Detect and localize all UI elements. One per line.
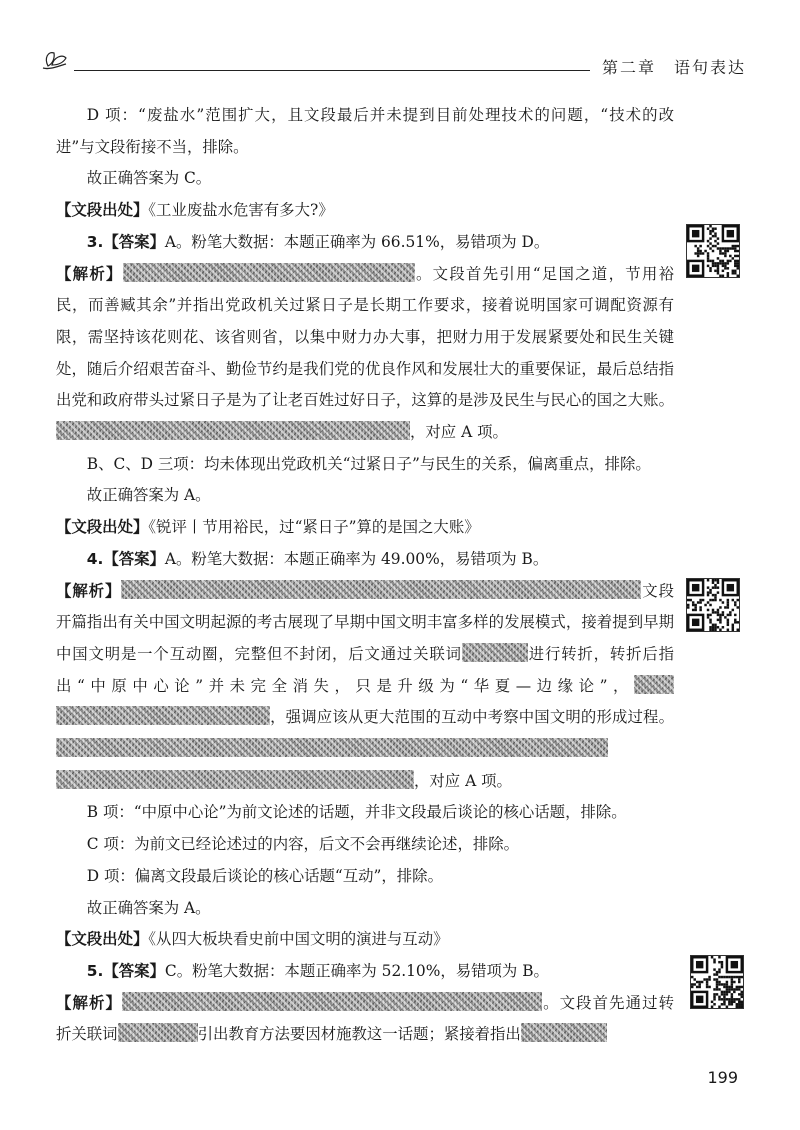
paragraph: [25, 100, 674, 163]
redaction-mark: [634, 675, 674, 694]
redaction-mark: [521, 1023, 607, 1042]
paragraph-text: 故正确答案为 C。: [86, 169, 212, 188]
redaction-mark: [122, 992, 542, 1011]
analysis-text: 文段开篇指出有关中国文明起源的考古展现了早期中国文明丰富多样的发展模式，接着提到早期中国文明是一个互动圈，完整但不封闭，后文通过关联词: [56, 581, 674, 663]
paragraph-text: B 项：“中原中心论”为前文论述的话题，并非文段最后谈论的核心话题，排除。: [86, 803, 627, 822]
qr-code-icon: [690, 955, 744, 1009]
analysis-tag: 【解析】: [56, 993, 122, 1012]
source-text: 《工业废盐水危害有多大?》: [148, 201, 334, 220]
answer-tag: 4.【答案】: [86, 549, 165, 568]
redaction-mark: [462, 643, 528, 662]
paragraph-text: C 项：为前文已经论述过的内容，后文不会再继续论述，排除。: [86, 835, 520, 854]
redaction-mark: [118, 1023, 198, 1042]
redaction-mark: [123, 263, 415, 282]
redaction-mark: [318, 421, 410, 440]
paragraph: [56, 797, 674, 829]
answer-tag: 5.【答案】: [86, 961, 165, 980]
source-text: 《锐评丨节用裕民，过“紧日子”算的是国之大账》: [148, 518, 480, 537]
redaction-mark: [121, 580, 641, 599]
answer-text: A。粉笔大数据：本题正确率为 49.00%，易错项为 B。: [164, 549, 549, 568]
leaf-icon: [40, 48, 74, 76]
answer-line: [56, 956, 674, 988]
source-line: [56, 924, 674, 956]
paragraph: [56, 861, 674, 893]
chapter-number: 第二章: [601, 58, 656, 77]
analysis-tail: ，对应 A 项。: [410, 423, 508, 442]
answer-text: C。粉笔大数据：本题正确率为 52.10%，易错项为 B。: [164, 961, 549, 980]
paragraph: [56, 163, 674, 195]
source-line: [56, 512, 674, 544]
paragraph: [56, 480, 674, 512]
analysis-text: 引出教育方法要因材施教这一话题；紧接着指出: [197, 1025, 521, 1044]
analysis-tag: 【解析】: [56, 264, 123, 283]
page-header: [40, 44, 746, 84]
paragraph-text: 故正确答案为 A。: [86, 898, 211, 917]
answer-line: [56, 227, 674, 259]
chapter-title: [602, 55, 746, 78]
qr-code-icon: [686, 578, 740, 632]
source-tag: 【文段出处】: [56, 930, 149, 949]
redaction-mark: [56, 738, 608, 757]
answer-text: A。粉笔大数据：本题正确率为 66.51%，易错项为 D。: [164, 232, 550, 251]
analysis-text: 进行转折，转折后指出“中原中心论”并未完全消失，只是升级为“华夏—边缘论”，: [56, 644, 674, 695]
analysis-paragraph: [56, 988, 674, 1051]
analysis-paragraph: [56, 259, 674, 449]
paragraph-text: D 项：“废盐水”范围扩大，且文段最后并未提到目前处理技术的问题，“技术的改进”与文段衔接不当，排除。: [56, 106, 674, 156]
redaction-mark: [56, 421, 318, 440]
redaction-mark: [56, 706, 270, 725]
source-tag: 【文段出处】: [56, 201, 149, 220]
analysis-tag: 【解析】: [56, 581, 122, 600]
section-title: 语句表达: [673, 58, 746, 77]
analysis-paragraph: [56, 576, 674, 798]
paragraph-text: B、C、D 三项：均未体现出党政机关“过紧日子”与民生的关系，偏离重点，排除。: [86, 454, 651, 473]
paragraph: [56, 893, 674, 925]
analysis-text: ，强调应该从更大范围的互动中考察中国文明的形成过程。: [270, 708, 674, 727]
analysis-text: 。文段首先引用“足国之道，节用裕民，而善臧其余”并指出党政机关过紧日子是长期工作要求，接着说明国家可调配资源有限，需坚持该花则花、该省则省，以集中财力办大事，把财力用于发展紧要处和民生关键处，随后介绍艰苦奋斗、勤俭节约是我们党的优良作风和发展壮大的重要保证，最后总结指出党和政府带头过紧日子是为了让老百姓过好日子，这算的是涉及民生与民心的国之大账。: [56, 264, 674, 410]
redaction-mark: [56, 770, 414, 789]
analysis-tail: ，对应 A 项。: [414, 771, 512, 790]
qr-code-icon: [686, 224, 740, 278]
answer-line: [56, 544, 674, 576]
paragraph-text: 故正确答案为 A。: [86, 486, 211, 505]
header-rule: [74, 70, 590, 71]
page-body: [56, 100, 674, 1051]
source-line: [56, 195, 674, 227]
paragraph: [56, 829, 674, 861]
page-number: 199: [707, 1068, 738, 1087]
answer-tag: 3.【答案】: [86, 232, 165, 251]
source-tag: 【文段出处】: [56, 518, 149, 537]
source-text: 《从四大板块看史前中国文明的演进与互动》: [148, 930, 449, 949]
analysis-text: 。文段首先通过转折关联词: [56, 993, 674, 1044]
paragraph: [56, 449, 674, 481]
paragraph-text: D 项：偏离文段最后谈论的核心话题“互动”，排除。: [86, 866, 443, 885]
